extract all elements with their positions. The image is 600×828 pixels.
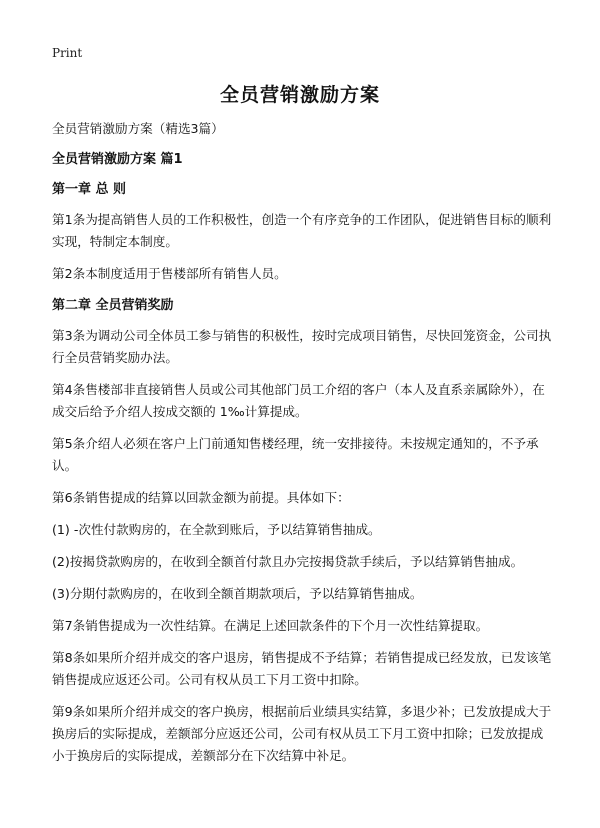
print-label: Print xyxy=(52,46,83,60)
list-item-2: (2)按揭贷款购房的，在收到全额首付款且办完按揭贷款手续后，予以结算销售抽成。 xyxy=(52,554,524,569)
article-4: 第4条售楼部非直接销售人员或公司其他部门员工介绍的客户（本人及直系亲属除外），在成交后给予介绍人按成交额的 1‰计算提成。 xyxy=(52,382,545,419)
article-9: 第9条如果所介绍并成交的客户换房，根据前后业绩具实结算，多退少补；已发放提成大于换房后的实际提成，差额部分应返还公司，公司有权从员工下月工资中扣除；已发放提成小于换房后的实际提成，差额部分在下次结算中补足。 xyxy=(52,704,552,763)
article-5: 第5条介绍人必须在客户上门前通知售楼经理，统一安排接待。未按规定通知的，不予承认。 xyxy=(52,436,539,473)
article-8: 第8条如果所介绍并成交的客户退房，销售提成不予结算；若销售提成已经发放，已发该笔销售提成应返还公司。公司有权从员工下月工资中扣除。 xyxy=(52,650,552,687)
document-subtitle: 全员营销激励方案（精选3篇） xyxy=(52,121,224,136)
chapter-heading-2: 第二章 全员营销奖励 xyxy=(52,298,174,313)
article-6: 第6条销售提成的结算以回款金额为前提。具体如下： xyxy=(52,490,350,505)
document-body xyxy=(52,118,552,777)
article-1: 第1条为提高销售人员的工作积极性，创造一个有序竞争的工作团队，促进销售目标的顺利实现，特制定本制度。 xyxy=(52,212,552,249)
article-7: 第7条销售提成为一次性结算。在满足上述回款条件的下个月一次性结算提取。 xyxy=(52,618,489,633)
list-item-3: (3)分期付款购房的，在收到全额首期款项后，予以结算销售抽成。 xyxy=(52,586,423,601)
list-item-1: (1) -次性付款购房的，在全款到账后，予以结算销售抽成。 xyxy=(52,522,381,537)
article-3: 第3条为调动公司全体员工参与销售的积极性，按时完成项目销售，尽快回笼资金，公司执行全员营销奖励办法。 xyxy=(52,328,552,365)
article-2: 第2条本制度适用于售楼部所有销售人员。 xyxy=(52,266,287,281)
section-heading: 全员营销激励方案 篇1 xyxy=(52,152,183,167)
document-title: 全员营销激励方案 xyxy=(219,84,380,106)
chapter-heading-1: 第一章 总 则 xyxy=(52,182,127,197)
